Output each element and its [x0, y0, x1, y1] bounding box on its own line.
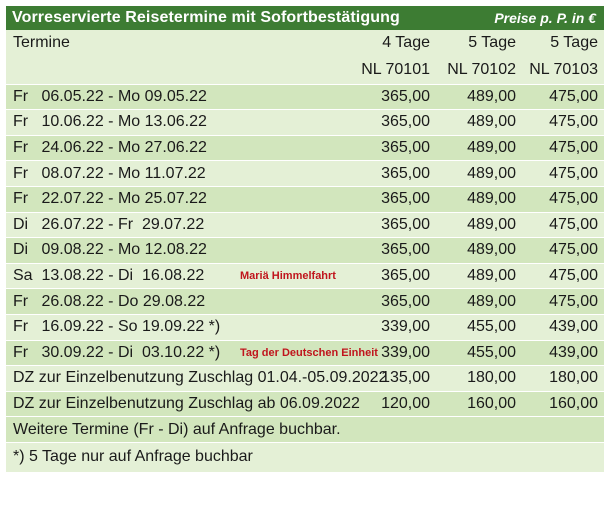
price-4-tage: 365,00: [381, 190, 430, 208]
price-5-tage-b: 475,00: [549, 190, 598, 208]
surcharge-4-tage: 135,00: [381, 369, 430, 387]
date-row: [6, 212, 604, 238]
surcharge-label: DZ zur Einzelbenutzung Zuschlag ab 06.09.2022: [13, 395, 360, 413]
surcharge-5-tage-a: 160,00: [467, 395, 516, 413]
date-row: [6, 263, 604, 289]
price-5-tage-a: 489,00: [467, 139, 516, 157]
price-5-tage-a: 489,00: [467, 267, 516, 285]
price-5-tage-b: 475,00: [549, 215, 598, 233]
header-col3: 5 Tage: [550, 33, 598, 51]
price-5-tage-b: 439,00: [549, 343, 598, 361]
date-range: Fr 22.07.22 - Mo 25.07.22: [13, 190, 207, 208]
price-5-tage-a: 489,00: [467, 113, 516, 131]
holiday-note: Tag der Deutschen Einheit: [240, 346, 378, 359]
price-4-tage: 365,00: [381, 164, 430, 182]
date-range: Di 26.07.22 - Fr 29.07.22: [13, 215, 205, 233]
date-range: Fr 06.05.22 - Mo 09.05.22: [13, 87, 207, 105]
price-note: Preise p. P. in €: [494, 10, 596, 26]
footnote-row: [6, 442, 604, 472]
header-termine: Termine: [13, 33, 70, 51]
code-col3: NL 70103: [529, 60, 598, 78]
surcharge-5-tage-a: 180,00: [467, 369, 516, 387]
price-5-tage-a: 455,00: [467, 343, 516, 361]
date-range: Sa 13.08.22 - Di 16.08.22: [13, 267, 205, 285]
more-dates-row: [6, 416, 604, 442]
date-range: Fr 08.07.22 - Mo 11.07.22: [13, 164, 206, 182]
date-range: Fr 10.06.22 - Mo 13.06.22: [13, 113, 207, 131]
price-5-tage-a: 489,00: [467, 292, 516, 310]
date-row: [6, 288, 604, 314]
price-5-tage-b: 475,00: [549, 292, 598, 310]
title-bar: [6, 6, 604, 30]
more-dates-text: Weitere Termine (Fr - Di) auf Anfrage buchbar.: [13, 420, 341, 438]
date-row: [6, 314, 604, 340]
date-range: Fr 24.06.22 - Mo 27.06.22: [13, 139, 207, 157]
price-4-tage: 365,00: [381, 215, 430, 233]
price-4-tage: 339,00: [381, 343, 430, 361]
date-row: [6, 237, 604, 263]
price-table: [6, 6, 604, 472]
price-4-tage: 339,00: [381, 318, 430, 336]
surcharge-rows: [6, 365, 604, 416]
code-col2: NL 70102: [447, 60, 516, 78]
price-5-tage-b: 475,00: [549, 139, 598, 157]
price-5-tage-b: 475,00: [549, 164, 598, 182]
date-row: [6, 84, 604, 110]
date-range: Fr 26.08.22 - Do 29.08.22: [13, 292, 206, 310]
date-range: Fr 30.09.22 - Di 03.10.22 *): [13, 343, 221, 361]
price-5-tage-b: 475,00: [549, 87, 598, 105]
price-4-tage: 365,00: [381, 87, 430, 105]
surcharge-label: DZ zur Einzelbenutzung Zuschlag 01.04.-05.09.2022: [13, 369, 388, 387]
header-col1: 4 Tage: [382, 33, 430, 51]
date-row: [6, 135, 604, 161]
date-range: Di 09.08.22 - Mo 12.08.22: [13, 241, 207, 259]
price-5-tage-a: 489,00: [467, 241, 516, 259]
price-4-tage: 365,00: [381, 241, 430, 259]
price-5-tage-a: 489,00: [467, 164, 516, 182]
price-5-tage-a: 489,00: [467, 215, 516, 233]
date-row: [6, 340, 604, 366]
table-title: Vorreservierte Reisetermine mit Sofortbestätigung: [12, 9, 400, 26]
price-5-tage-b: 475,00: [549, 241, 598, 259]
date-range: Fr 16.09.22 - So 19.09.22 *): [13, 318, 221, 336]
date-rows: [6, 84, 604, 366]
header-row: [6, 30, 604, 56]
footnote-text: *) 5 Tage nur auf Anfrage buchbar: [13, 448, 253, 466]
price-5-tage-a: 455,00: [467, 318, 516, 336]
code-row: [6, 56, 604, 84]
price-5-tage-b: 475,00: [549, 267, 598, 285]
header-col2: 5 Tage: [468, 33, 516, 51]
date-row: [6, 109, 604, 135]
code-col1: NL 70101: [361, 60, 430, 78]
surcharge-4-tage: 120,00: [381, 395, 430, 413]
date-row: [6, 186, 604, 212]
surcharge-5-tage-b: 160,00: [549, 395, 598, 413]
price-4-tage: 365,00: [381, 267, 430, 285]
price-4-tage: 365,00: [381, 113, 430, 131]
holiday-note: Mariä Himmelfahrt: [240, 270, 336, 283]
price-4-tage: 365,00: [381, 292, 430, 310]
price-5-tage-a: 489,00: [467, 190, 516, 208]
surcharge-row: [6, 365, 604, 391]
price-5-tage-a: 489,00: [467, 87, 516, 105]
price-4-tage: 365,00: [381, 139, 430, 157]
surcharge-row: [6, 391, 604, 417]
surcharge-5-tage-b: 180,00: [549, 369, 598, 387]
date-row: [6, 160, 604, 186]
price-5-tage-b: 439,00: [549, 318, 598, 336]
price-5-tage-b: 475,00: [549, 113, 598, 131]
